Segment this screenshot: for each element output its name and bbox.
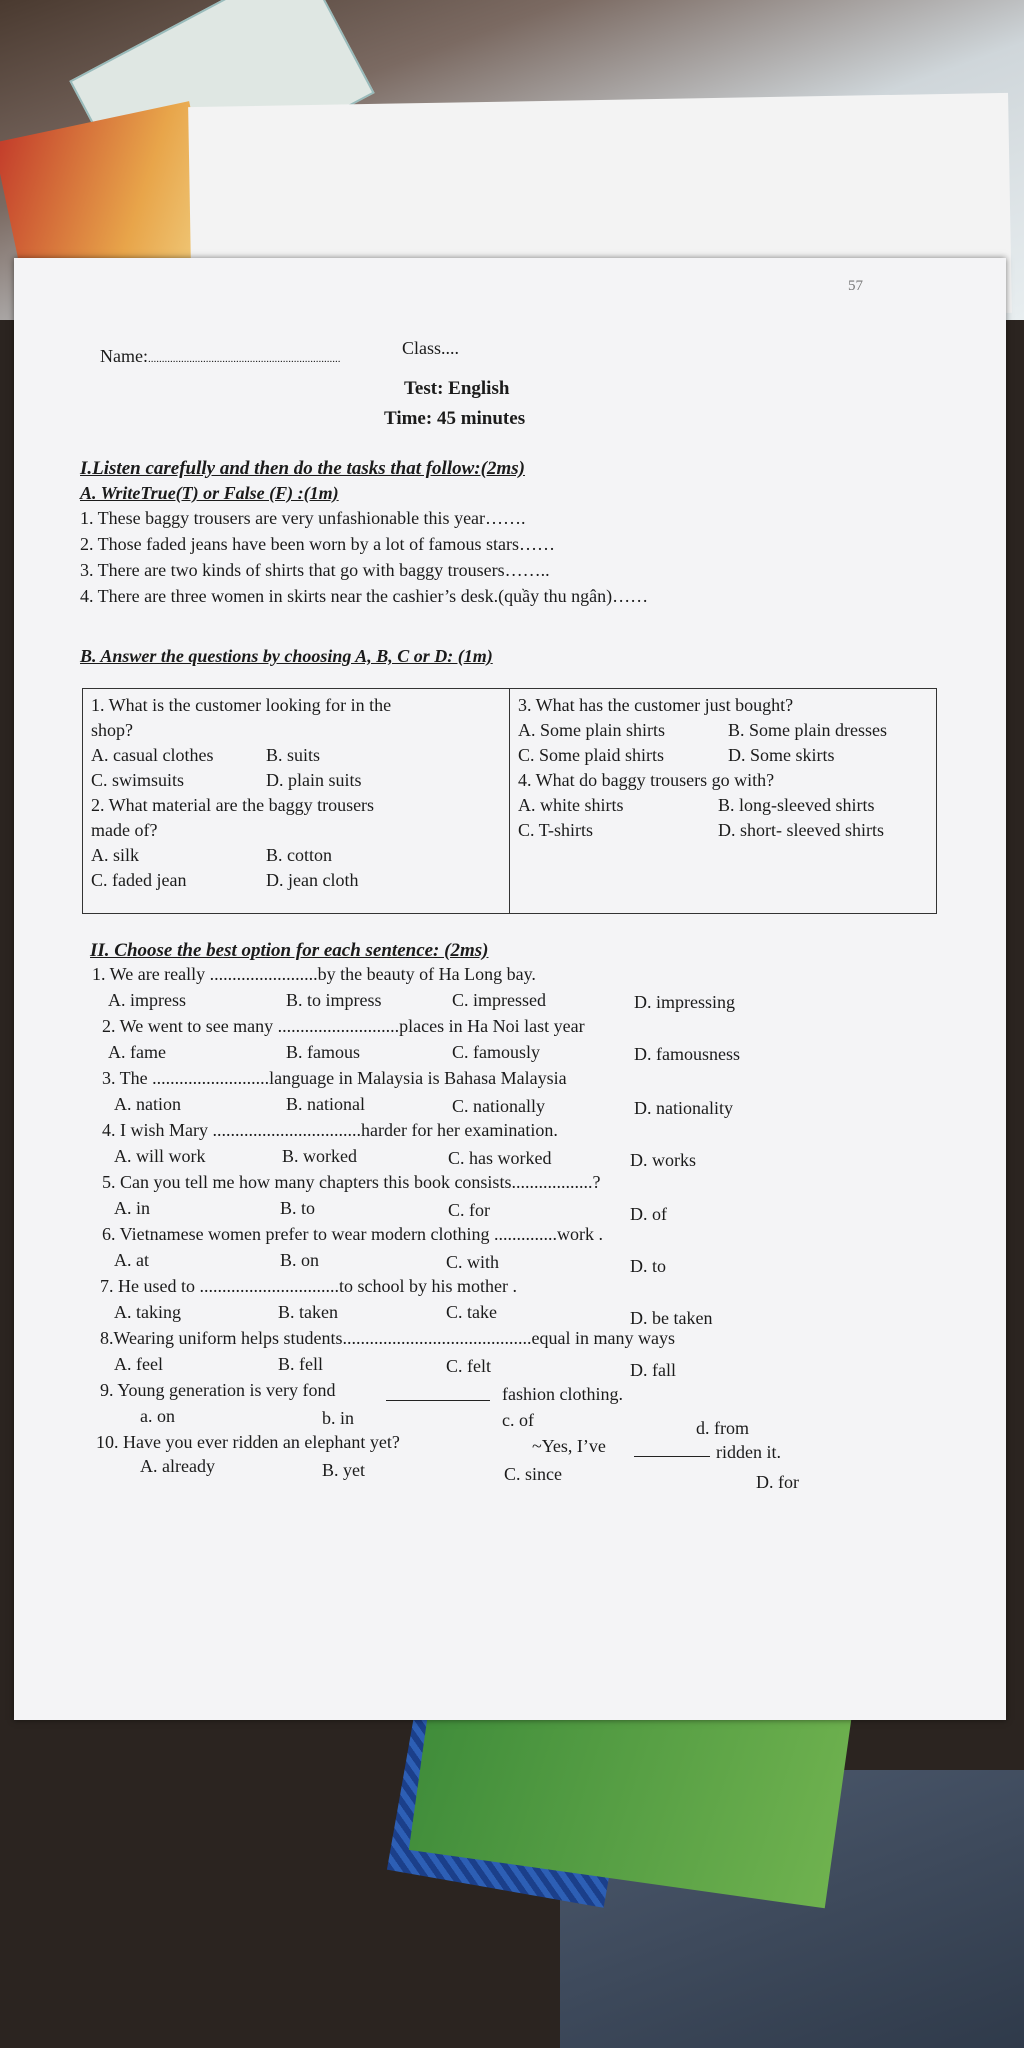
- s2-q7-opt-c: C. take: [446, 1302, 497, 1322]
- q1-options-ab: [91, 745, 501, 770]
- s2-q10-mid: ~Yes, I’ve: [532, 1436, 606, 1456]
- section1-heading: I.Listen carefully and then do the tasks that follow:(2ms): [80, 458, 525, 479]
- s2-q10-opt-d: D. for: [756, 1472, 799, 1492]
- s2-q9-opt-b: b. in: [322, 1408, 355, 1428]
- q2-options-ab: [91, 845, 501, 870]
- section2-heading: II. Choose the best option for each sentence: (2ms): [90, 940, 489, 961]
- q1-option-d: D. plain suits: [266, 770, 362, 790]
- s2-q10-blank: [634, 1456, 710, 1457]
- partB-right-cell: [510, 689, 937, 914]
- q4-text: 4. What do baggy trousers go with?: [518, 770, 775, 790]
- s2-q6-opt-d: D. to: [630, 1256, 666, 1276]
- s2-q9-blank: [386, 1400, 490, 1401]
- s2-q1-opt-d: D. impressing: [634, 992, 735, 1012]
- s2-q5: 5. Can you tell me how many chapters this book consists..................?: [102, 1172, 601, 1192]
- s2-q4-opt-b: B. worked: [282, 1146, 357, 1166]
- partB-heading: B. Answer the questions by choosing A, B, C or D: (1m): [80, 646, 493, 666]
- s2-q10-opt-b: B. yet: [322, 1460, 365, 1480]
- s2-q1-opt-b: B. to impress: [286, 990, 382, 1010]
- s2-q4-opt-d: D. works: [630, 1150, 696, 1170]
- s2-q1-opt-a: A. impress: [108, 990, 186, 1010]
- q1-option-a: A. casual clothes: [91, 745, 214, 765]
- partA-item-1: 1. These baggy trousers are very unfashionable this year…….: [80, 508, 526, 528]
- partB-left-cell: [83, 689, 510, 914]
- s2-q4: 4. I wish Mary .................................harder for her examination.: [102, 1120, 558, 1140]
- name-label: Name:: [100, 346, 148, 366]
- s2-q7-opt-a: A. taking: [114, 1302, 181, 1322]
- q4-option-a: A. white shirts: [518, 795, 624, 815]
- s2-q3-opt-d: D. nationality: [634, 1098, 733, 1118]
- q1-options-cd: [91, 770, 501, 795]
- s2-q8-opt-b: B. fell: [278, 1354, 323, 1374]
- s2-q7-opt-d: D. be taken: [630, 1308, 713, 1328]
- partA-item-3: 3. There are two kinds of shirts that go with baggy trousers……..: [80, 560, 550, 580]
- s2-q2-opt-a: A. fame: [108, 1042, 166, 1062]
- test-time: Time: 45 minutes: [384, 408, 526, 429]
- q2-option-a: A. silk: [91, 845, 140, 865]
- test-title: Test: English: [404, 378, 510, 399]
- s2-q9-end: fashion clothing.: [502, 1384, 623, 1404]
- q3-option-d: D. Some skirts: [728, 745, 835, 765]
- q2-line1: 2. What material are the baggy trousers: [91, 795, 375, 815]
- class-label: Class....: [402, 338, 460, 358]
- s2-q9-opt-d: d. from: [696, 1418, 749, 1438]
- q3-option-b: B. Some plain dresses: [728, 720, 887, 740]
- q3-options-ab: [518, 720, 928, 745]
- s2-q2: 2. We went to see many ...........................places in Ha Noi last year: [102, 1016, 585, 1036]
- s2-q5-opt-b: B. to: [280, 1198, 316, 1218]
- s2-q4-opt-c: C. has worked: [448, 1148, 552, 1168]
- q1-text: 1. What is the customer looking for in the: [91, 695, 392, 715]
- s2-q10-opt-a: A. already: [140, 1456, 215, 1476]
- q2-option-c: C. faded jean: [91, 870, 187, 890]
- q3-option-a: A. Some plain shirts: [518, 720, 665, 740]
- s2-q6: 6. Vietnamese women prefer to wear modern clothing ..............work .: [102, 1224, 603, 1244]
- s2-q7-opt-b: B. taken: [278, 1302, 338, 1322]
- s2-q8-opt-a: A. feel: [114, 1354, 163, 1374]
- s2-q9-start: 9. Young generation is very fond: [100, 1380, 336, 1400]
- s2-q2-opt-d: D. famousness: [634, 1044, 740, 1064]
- s2-q10-start: 10. Have you ever ridden an elephant yet?: [96, 1432, 400, 1452]
- page-number: 57: [848, 278, 863, 294]
- q4-options-cd: [518, 820, 928, 845]
- s2-q6-opt-a: A. at: [114, 1250, 149, 1270]
- s2-q3-opt-a: A. nation: [114, 1094, 181, 1114]
- q2-option-b: B. cotton: [266, 845, 332, 865]
- s2-q5-opt-c: C. for: [448, 1200, 490, 1220]
- q1-option-b: B. suits: [266, 745, 321, 765]
- s2-q1: 1. We are really ........................by the beauty of Ha Long bay.: [92, 964, 536, 984]
- s2-q3: 3. The ..........................language in Malaysia is Bahasa Malaysia: [102, 1068, 567, 1088]
- q1-line2: shop?: [91, 720, 133, 740]
- name-dots: ......................................................................: [147, 353, 341, 365]
- s2-q3-opt-b: B. national: [286, 1094, 365, 1114]
- name-field: [100, 346, 340, 367]
- partA-item-2: 2. Those faded jeans have been worn by a lot of famous stars……: [80, 534, 556, 554]
- s2-q7: 7. He used to ...............................to school by his mother .: [100, 1276, 517, 1296]
- q1-line1: [91, 695, 501, 720]
- test-paper: [14, 258, 1006, 1720]
- s2-q9-opt-a: a. on: [140, 1406, 175, 1426]
- s2-q9-opt-c: c. of: [502, 1410, 534, 1430]
- s2-q8: 8.Wearing uniform helps students..........................................equal in many ways: [100, 1328, 675, 1348]
- q4-option-d: D. short- sleeved shirts: [718, 820, 884, 840]
- partB-question-table: [82, 688, 937, 914]
- q1-option-c: C. swimsuits: [91, 770, 185, 790]
- q4-options-ab: [518, 795, 928, 820]
- s2-q1-opt-c: C. impressed: [452, 990, 546, 1010]
- q2-option-d: D. jean cloth: [266, 870, 359, 890]
- q4-option-c: C. T-shirts: [518, 820, 594, 840]
- s2-q6-opt-b: B. on: [280, 1250, 320, 1270]
- q3-text: 3. What has the customer just bought?: [518, 695, 794, 715]
- partA-heading: A. WriteTrue(T) or False (F) :(1m): [80, 483, 339, 503]
- q2-line2: made of?: [91, 820, 158, 840]
- s2-q4-opt-a: A. will work: [114, 1146, 206, 1166]
- q3-option-c: C. Some plaid shirts: [518, 745, 665, 765]
- partA-item-4: 4. There are three women in skirts near the cashier’s desk.(quầy thu ngân)……: [80, 586, 649, 606]
- q2-options-cd: [91, 870, 501, 895]
- s2-q3-opt-c: C. nationally: [452, 1096, 545, 1116]
- q4-option-b: B. long-sleeved shirts: [718, 795, 875, 815]
- s2-q10-opt-c: C. since: [504, 1464, 562, 1484]
- s2-q10-end: ridden it.: [716, 1442, 781, 1462]
- s2-q6-opt-c: C. with: [446, 1252, 500, 1272]
- s2-q8-opt-c: C. felt: [446, 1356, 491, 1376]
- s2-q5-opt-a: A. in: [114, 1198, 150, 1218]
- q3-options-cd: [518, 745, 928, 770]
- s2-q5-opt-d: D. of: [630, 1204, 667, 1224]
- s2-q2-opt-c: C. famously: [452, 1042, 540, 1062]
- s2-q2-opt-b: B. famous: [286, 1042, 360, 1062]
- s2-q8-opt-d: D. fall: [630, 1360, 676, 1380]
